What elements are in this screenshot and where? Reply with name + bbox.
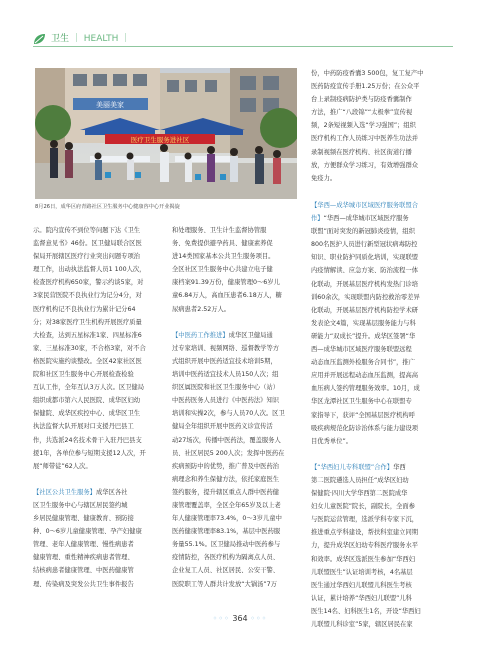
- body-text: 推进重点学科建设，帮扶科室建立同期: [311, 529, 419, 537]
- text-line: [172, 342, 306, 355]
- text-line: [311, 369, 445, 382]
- text-line: [172, 564, 306, 577]
- text-line: [311, 93, 445, 106]
- text-line: [172, 525, 306, 538]
- text-line: [311, 474, 445, 487]
- text-line: [311, 435, 445, 448]
- event-banner-text: 医疗卫生服务进社区: [130, 136, 190, 144]
- body-text: 签约服务，提升辖区重点人群中医药健: [172, 488, 280, 496]
- text-line: [311, 199, 445, 212]
- text-line: [172, 237, 306, 250]
- text-line: [33, 473, 167, 486]
- page-footer: ◦◦◦ 364 ◦◦◦: [212, 614, 268, 623]
- body-text: 与医院运营管理，选派学科专家下沉，: [311, 516, 419, 524]
- text-column-2: [172, 224, 306, 591]
- body-text: 方法，推广“八段锦”“太极拳”宣传视: [311, 109, 413, 117]
- body-text: 认证，累计培养“华西妇儿联盟”儿科: [311, 594, 412, 602]
- body-text: 院和社区卫生服务中心开展检查检验: [33, 371, 134, 379]
- body-text: 800名医护人员进行新型冠状病毒防控: [311, 241, 418, 249]
- text-line: [172, 473, 306, 486]
- body-text: 康档案91.39万份，健康管理0～6岁儿: [172, 279, 280, 287]
- body-text: 康管理覆盖率，全区全年65岁及以上老: [172, 501, 281, 509]
- text-line: [311, 395, 445, 408]
- body-text: 联盟”面对突发的新冠肺炎疫情，组织: [311, 228, 416, 236]
- section-heading: 【华西—成华城市区域医疗服务联盟合: [311, 202, 419, 209]
- section-label-en: ｜ HEALTH ｜: [71, 34, 131, 44]
- text-line: [33, 447, 167, 460]
- body-text: 妇女儿童医院”院长，副院长，全面参: [311, 503, 416, 511]
- text-line: [33, 381, 167, 394]
- text-line: [172, 486, 306, 499]
- text-line: [33, 224, 167, 237]
- text-line: [33, 460, 167, 473]
- body-text: 培训和实操2次，参与人员70人次。区卫: [172, 410, 285, 418]
- text-line: [311, 487, 445, 500]
- text-line: [172, 460, 306, 473]
- body-text: 台上录制疫病防护类与防疫香囊制作: [311, 96, 412, 104]
- text-line: [172, 289, 306, 302]
- body-text: 研能力“双成长”提升。成华区签署“华: [311, 332, 416, 340]
- text-line: [33, 434, 167, 447]
- body-text: 医院职工等人群共计发放“大锅汤”7万: [172, 580, 277, 588]
- body-text: 作，共选派24名技术骨干入驻丹巴县支: [33, 436, 142, 444]
- text-line: [33, 355, 167, 368]
- text-line: [33, 276, 167, 289]
- text-line: [311, 212, 445, 225]
- text-line: [172, 578, 306, 591]
- body-text: 免疫力。: [311, 174, 337, 182]
- text-line: [172, 303, 306, 316]
- text-line: [172, 263, 306, 276]
- header-rule: [33, 46, 453, 47]
- text-line: [311, 264, 445, 277]
- body-text: 发表论文4篇，实现基层服务能力与科: [311, 319, 416, 327]
- text-line: [311, 304, 445, 317]
- text-line: [311, 317, 445, 330]
- body-text: 医生通过华西妇儿联盟儿科医生考核: [311, 581, 412, 589]
- body-text: 儿联盟医生”认证培训考核，4名基层: [311, 568, 413, 576]
- text-line: [33, 420, 167, 433]
- text-line: [311, 238, 445, 251]
- text-line: [311, 448, 445, 461]
- text-line: [172, 394, 306, 407]
- text-line: [311, 422, 445, 435]
- section-heading: 【中医药工作推进】: [172, 331, 229, 339]
- text-line: [311, 382, 445, 395]
- text-line: [311, 291, 445, 304]
- body-text: 中医药医务人员进行《中医药法》知识: [172, 397, 280, 405]
- body-text: 过专家培训、视频网络、巡督教学等方: [172, 344, 280, 352]
- body-text: 检查医疗机构650家，警示约谈5家，对: [33, 279, 144, 287]
- text-column-3-top: [311, 67, 445, 185]
- section-heading: 【社区公共卫生服务】: [33, 488, 96, 496]
- text-line: [33, 263, 167, 276]
- text-line: [311, 132, 445, 145]
- body-text: 份，中药防疫香囊3 500包，复工复产中: [311, 70, 424, 77]
- body-text: 进14类国家基本公共卫生服务项目。: [172, 253, 275, 261]
- body-text: 家指导下，获评“全国基层医疗机构呼: [311, 411, 416, 419]
- text-line: [311, 579, 445, 592]
- body-text: 务、免费提供避孕药具、健康素养促: [172, 240, 273, 248]
- body-text: 监督意见书》46份。区卫健局联合区医: [33, 240, 142, 248]
- text-line: [311, 278, 445, 291]
- text-line: [33, 289, 167, 302]
- body-text: 区卫生服务中心与辖区居民签约城: [33, 501, 128, 509]
- page-number: 364: [232, 614, 248, 623]
- body-text: 疫情防控，各医疗机构为隔离点人员、: [172, 554, 280, 562]
- body-text: 知识、职业防护同质化培训，实现联盟: [311, 254, 419, 262]
- body-text: 务量55.1%。区卫健局推动中医药参与: [172, 541, 281, 549]
- text-line: [33, 303, 167, 316]
- body-text: 管理、老年人健康管理、慢性病患者: [33, 541, 134, 549]
- text-line: [311, 513, 445, 526]
- text-line: [33, 499, 167, 512]
- section-label: 卫生: [51, 34, 70, 44]
- text-line: [311, 553, 445, 566]
- text-line: [311, 343, 445, 356]
- text-line: [172, 381, 306, 394]
- body-text: 健康管理、重性精神疾病患者管理、: [33, 554, 134, 562]
- running-header: [33, 33, 453, 47]
- body-text: 健局全年组织开展中医药义诊宣传活: [172, 423, 273, 431]
- body-text: 大检查，达到五星标准1家、四星标准6: [33, 331, 142, 339]
- body-text: 应用并开展远程动态血压监测，提高高: [311, 372, 419, 380]
- text-line: [311, 251, 445, 264]
- body-text: 执法监督大队开展对口支援丹巴县工: [33, 423, 134, 431]
- body-text: 西—成华城市区域医疗服务联盟远程: [311, 346, 412, 354]
- body-text: 医药防疫宣传手册1.25万份；在公众平: [311, 83, 420, 91]
- body-text: 企业复工人员、社区居民、公安干警、: [172, 567, 280, 575]
- text-line: [172, 434, 306, 447]
- body-text: 吸疾病规范化防诊治体系与能力建设项: [311, 424, 419, 432]
- body-text: 理工作，出动执法监督人员1 100人次，: [33, 266, 146, 274]
- text-line: [172, 499, 306, 512]
- body-text: 乡居民健康管理、健康教育、预防接: [33, 515, 134, 523]
- text-line: [33, 564, 167, 577]
- text-line: [172, 329, 306, 342]
- text-line: [172, 316, 306, 329]
- text-line: [311, 172, 445, 185]
- text-line: [33, 407, 167, 420]
- text-line: [172, 368, 306, 381]
- text-line: [172, 538, 306, 551]
- body-text: 录制视频在医疗机构、社区街道行播: [311, 148, 412, 156]
- text-line: [311, 409, 445, 422]
- body-text: 化联动，开展基层医疗机构发热门诊培: [311, 280, 419, 288]
- body-text: 第二医院遴选人员担任“成华区妇幼: [311, 476, 409, 484]
- text-line: [311, 500, 445, 513]
- body-text: 展“师带徒”62人次。: [33, 462, 92, 470]
- body-text: 医疗机构记不良执业行为累计记分64: [33, 305, 136, 313]
- body-text: 童6.84万人，高血压患者6.18万人，糖: [172, 292, 282, 300]
- body-text: 医疗机构工作人员练习中医养生功法并: [311, 135, 419, 143]
- body-text: 华西: [393, 463, 406, 471]
- event-photo: [35, 68, 297, 199]
- body-text: 和效率。成华区选派医生参加“华西妇: [311, 555, 416, 563]
- section-title: [51, 33, 130, 45]
- body-text: 儿联盟儿科诊室”5家，辖区居民在家: [311, 621, 413, 628]
- body-text: 疾病预防中的优势，推广普及中医药治: [172, 462, 280, 470]
- body-text: 尿病患者2.52万人。: [172, 305, 231, 313]
- body-text: 化联动，开展基层医疗机构防控学术研: [311, 306, 419, 314]
- text-line: [33, 237, 167, 250]
- text-line: [33, 551, 167, 564]
- body-text: 成华区卫健局通: [228, 331, 273, 339]
- text-line: [172, 276, 306, 289]
- text-line: [311, 80, 445, 93]
- body-text: 员、社区居民5 200人次；发挥中医药在: [172, 449, 285, 457]
- body-text: 互认工作，全年互认3万人次。区卫健局: [33, 384, 145, 392]
- body-text: 华区龙潭社区卫生服务中心在联盟专: [311, 398, 412, 406]
- body-text: 成华区各社: [95, 488, 128, 496]
- text-column-1: [33, 224, 167, 591]
- text-line: [33, 368, 167, 381]
- text-line: [311, 159, 445, 172]
- text-line: [33, 394, 167, 407]
- body-text: 3家民营医院不良执业行为记分4分，对: [33, 292, 142, 300]
- body-text: 分；对38家医疗卫生机构开展医疗质量: [33, 318, 142, 326]
- text-line: [311, 356, 445, 369]
- text-line: [311, 330, 445, 343]
- shop-sign-text: 美丽美家: [96, 101, 124, 109]
- text-line: [33, 342, 167, 355]
- body-text: 血压病人签约管理服务效率。10月，成: [311, 385, 420, 393]
- body-text: 和处理服务、卫生计生监督协管服: [172, 227, 267, 234]
- text-line: [311, 106, 445, 119]
- body-text: 训60余次，实现联盟内防控救治零差异: [311, 293, 420, 301]
- text-line: [311, 592, 445, 605]
- body-text: 放，方便群众学习练习，有效增强群众: [311, 161, 419, 169]
- health-leaf-logo-icon: [33, 33, 47, 45]
- body-text: 保健院·四川大学华西第二医院成华: [311, 490, 408, 498]
- text-line: [172, 551, 306, 564]
- body-text: 保健院、成华区疾控中心、成华区卫生: [33, 410, 141, 418]
- text-line: [172, 355, 306, 368]
- text-line: [311, 146, 445, 159]
- body-text: 理、传染病及突发公共卫生事件报告: [33, 580, 134, 588]
- body-text: 种、0～6岁儿童健康管理、孕产妇健康: [33, 528, 142, 536]
- text-line: [33, 525, 167, 538]
- body-text: 示。院内宣传不到位等问题下达《卫生: [33, 227, 141, 234]
- text-line: [311, 225, 445, 238]
- text-line: [172, 447, 306, 460]
- text-line: [172, 407, 306, 420]
- body-text: 医生14名、妇科医生1名，开设“华西妇: [311, 607, 421, 615]
- text-line: [311, 566, 445, 579]
- text-line: [33, 578, 167, 591]
- photo-caption: 8月26日，成华区府青路社区卫生服务中心健康咨中心开业揭旋: [35, 204, 180, 210]
- body-text: 保局开展辖区医疗行业突出问题专项治: [33, 253, 141, 261]
- text-line: [311, 526, 445, 539]
- body-text: 年人健康管理率73.4%，0～3岁儿童中: [172, 515, 282, 523]
- community-health-event-illustration: [35, 68, 297, 199]
- text-line: [172, 224, 306, 237]
- body-text: 家、三星标准30家，不合格3家，对不合: [33, 344, 146, 352]
- text-line: [33, 538, 167, 551]
- body-text: “华西—成华城市区域医疗服务: [323, 215, 409, 223]
- body-text: 医药健康管理率83.1%，基层中医药服: [172, 528, 281, 536]
- body-text: 力，提升成华区妇幼专科医疗服务水平: [311, 542, 419, 550]
- text-line: [33, 250, 167, 263]
- text-line: [311, 539, 445, 552]
- text-line: [172, 250, 306, 263]
- text-line: [172, 420, 306, 433]
- body-text: 织区属医院和社区卫生服务中心（站）: [172, 384, 280, 392]
- body-text: 内疫情解读、应急方案、防治流程一体: [311, 267, 419, 275]
- body-text: 动态血压监测外检服务合同书”，推广: [311, 359, 416, 367]
- body-text: 全区社区卫生服务中心共建立电子健: [172, 266, 273, 274]
- text-line: [311, 461, 445, 474]
- body-text: 式组织开展中医药适宜技术培训5期，: [172, 357, 277, 365]
- body-text: 格医院实施约谈整改。全区42家社区医: [33, 357, 142, 365]
- text-column-3-bottom: [311, 199, 445, 631]
- section-heading: 【“华西妇儿专科联盟”合作】: [311, 463, 394, 471]
- text-line: [172, 512, 306, 525]
- section-heading: 作】: [311, 215, 324, 223]
- body-text: 目优秀单位”。: [311, 437, 353, 445]
- body-text: 病理念和养生保健方法，依托家庭医生: [172, 475, 280, 483]
- body-text: 援1年，各单位参与短期支援12人次，开: [33, 449, 146, 457]
- body-text: 动27场次，传播中医药法，覆盖服务人: [172, 436, 281, 444]
- text-line: [33, 486, 167, 499]
- body-text: 频，2条短视频入选“学习强国”；组织: [311, 122, 416, 130]
- text-line: [311, 119, 445, 132]
- text-line: [311, 67, 445, 80]
- text-line: [33, 316, 167, 329]
- text-line: [33, 329, 167, 342]
- body-text: 培训中医药适宜技术人员150人次；组: [172, 371, 279, 379]
- body-text: 组织成都市第六人民医院、成华区妇幼: [33, 397, 141, 405]
- body-text: 结核病患者健康管理、中医药健康管: [33, 567, 134, 575]
- text-line: [33, 512, 167, 525]
